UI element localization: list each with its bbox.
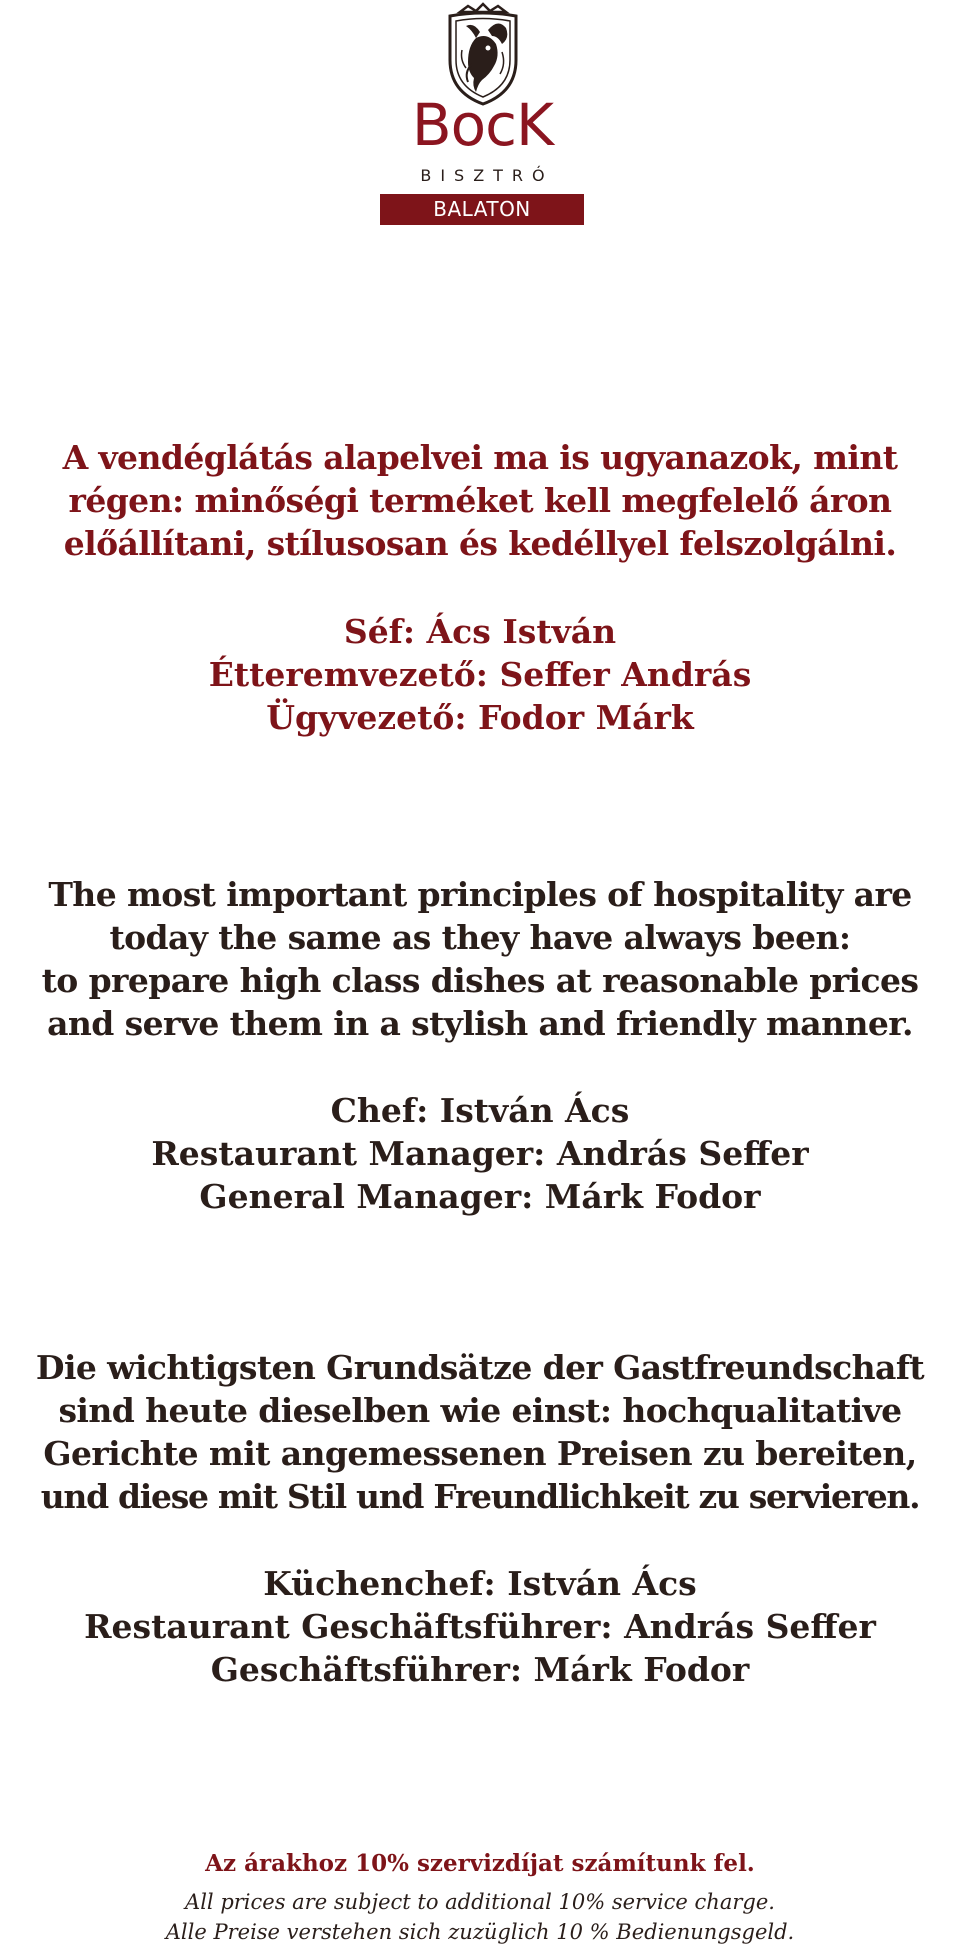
staff-line: Ügyvezető: Fodor Márk <box>266 698 694 737</box>
text-line: sind heute dieselben wie einst: hochqualitative <box>58 1391 902 1430</box>
brand-subtitle: BISZTRÓ <box>420 166 554 185</box>
staff-line: Séf: Ács István <box>343 612 617 651</box>
staff-line: Chef: István Ács <box>330 1091 630 1130</box>
text-line: and serve them in a stylish and friendly manner. <box>47 1004 913 1043</box>
service-charge-hu: Az árakhoz 10% szervizdíjat számítunk fel. <box>205 1850 755 1877</box>
service-charge-en: All prices are subject to additional 10% service charge. <box>185 1890 775 1914</box>
text-line: régen: minőségi terméket kell megfelelő áron <box>68 481 892 520</box>
hungarian-staff <box>0 610 960 739</box>
staff-line: Étteremvezető: Seffer András <box>208 655 752 694</box>
english-intro <box>0 873 960 1045</box>
staff-line: General Manager: Márk Fodor <box>199 1177 761 1216</box>
staff-line: Restaurant Geschäftsführer: András Seffer <box>84 1607 876 1646</box>
text-line: Gerichte mit angemessenen Preisen zu bereiten, <box>43 1434 917 1473</box>
german-intro <box>0 1346 960 1518</box>
bock-bisztro-logo <box>380 0 585 226</box>
text-line: und diese mit Stil und Freundlichkeit zu servieren. <box>40 1477 920 1516</box>
location-badge: BALATON <box>380 194 584 225</box>
text-line: today the same as they have always been: <box>109 918 851 957</box>
staff-line: Geschäftsführer: Márk Fodor <box>210 1650 750 1689</box>
text-line: The most important principles of hospitality are <box>48 875 912 914</box>
staff-line: Restaurant Manager: András Seffer <box>151 1134 809 1173</box>
service-charge-de: Alle Preise verstehen sich zuzüglich 10 % Bedienungsgeld. <box>165 1920 795 1944</box>
text-line: to prepare high class dishes at reasonable prices <box>41 961 919 1000</box>
german-staff <box>0 1562 960 1691</box>
brand-name: BocK <box>411 91 554 159</box>
english-staff <box>0 1089 960 1218</box>
text-line: Die wichtigsten Grundsätze der Gastfreundschaft <box>35 1348 925 1387</box>
hungarian-intro <box>0 436 960 565</box>
staff-line: Küchenchef: István Ács <box>263 1564 697 1603</box>
text-line: előállítani, stílusosan és kedéllyel felszolgálni. <box>63 524 897 563</box>
text-line: A vendéglátás alapelvei ma is ugyanazok, mint <box>62 438 898 477</box>
